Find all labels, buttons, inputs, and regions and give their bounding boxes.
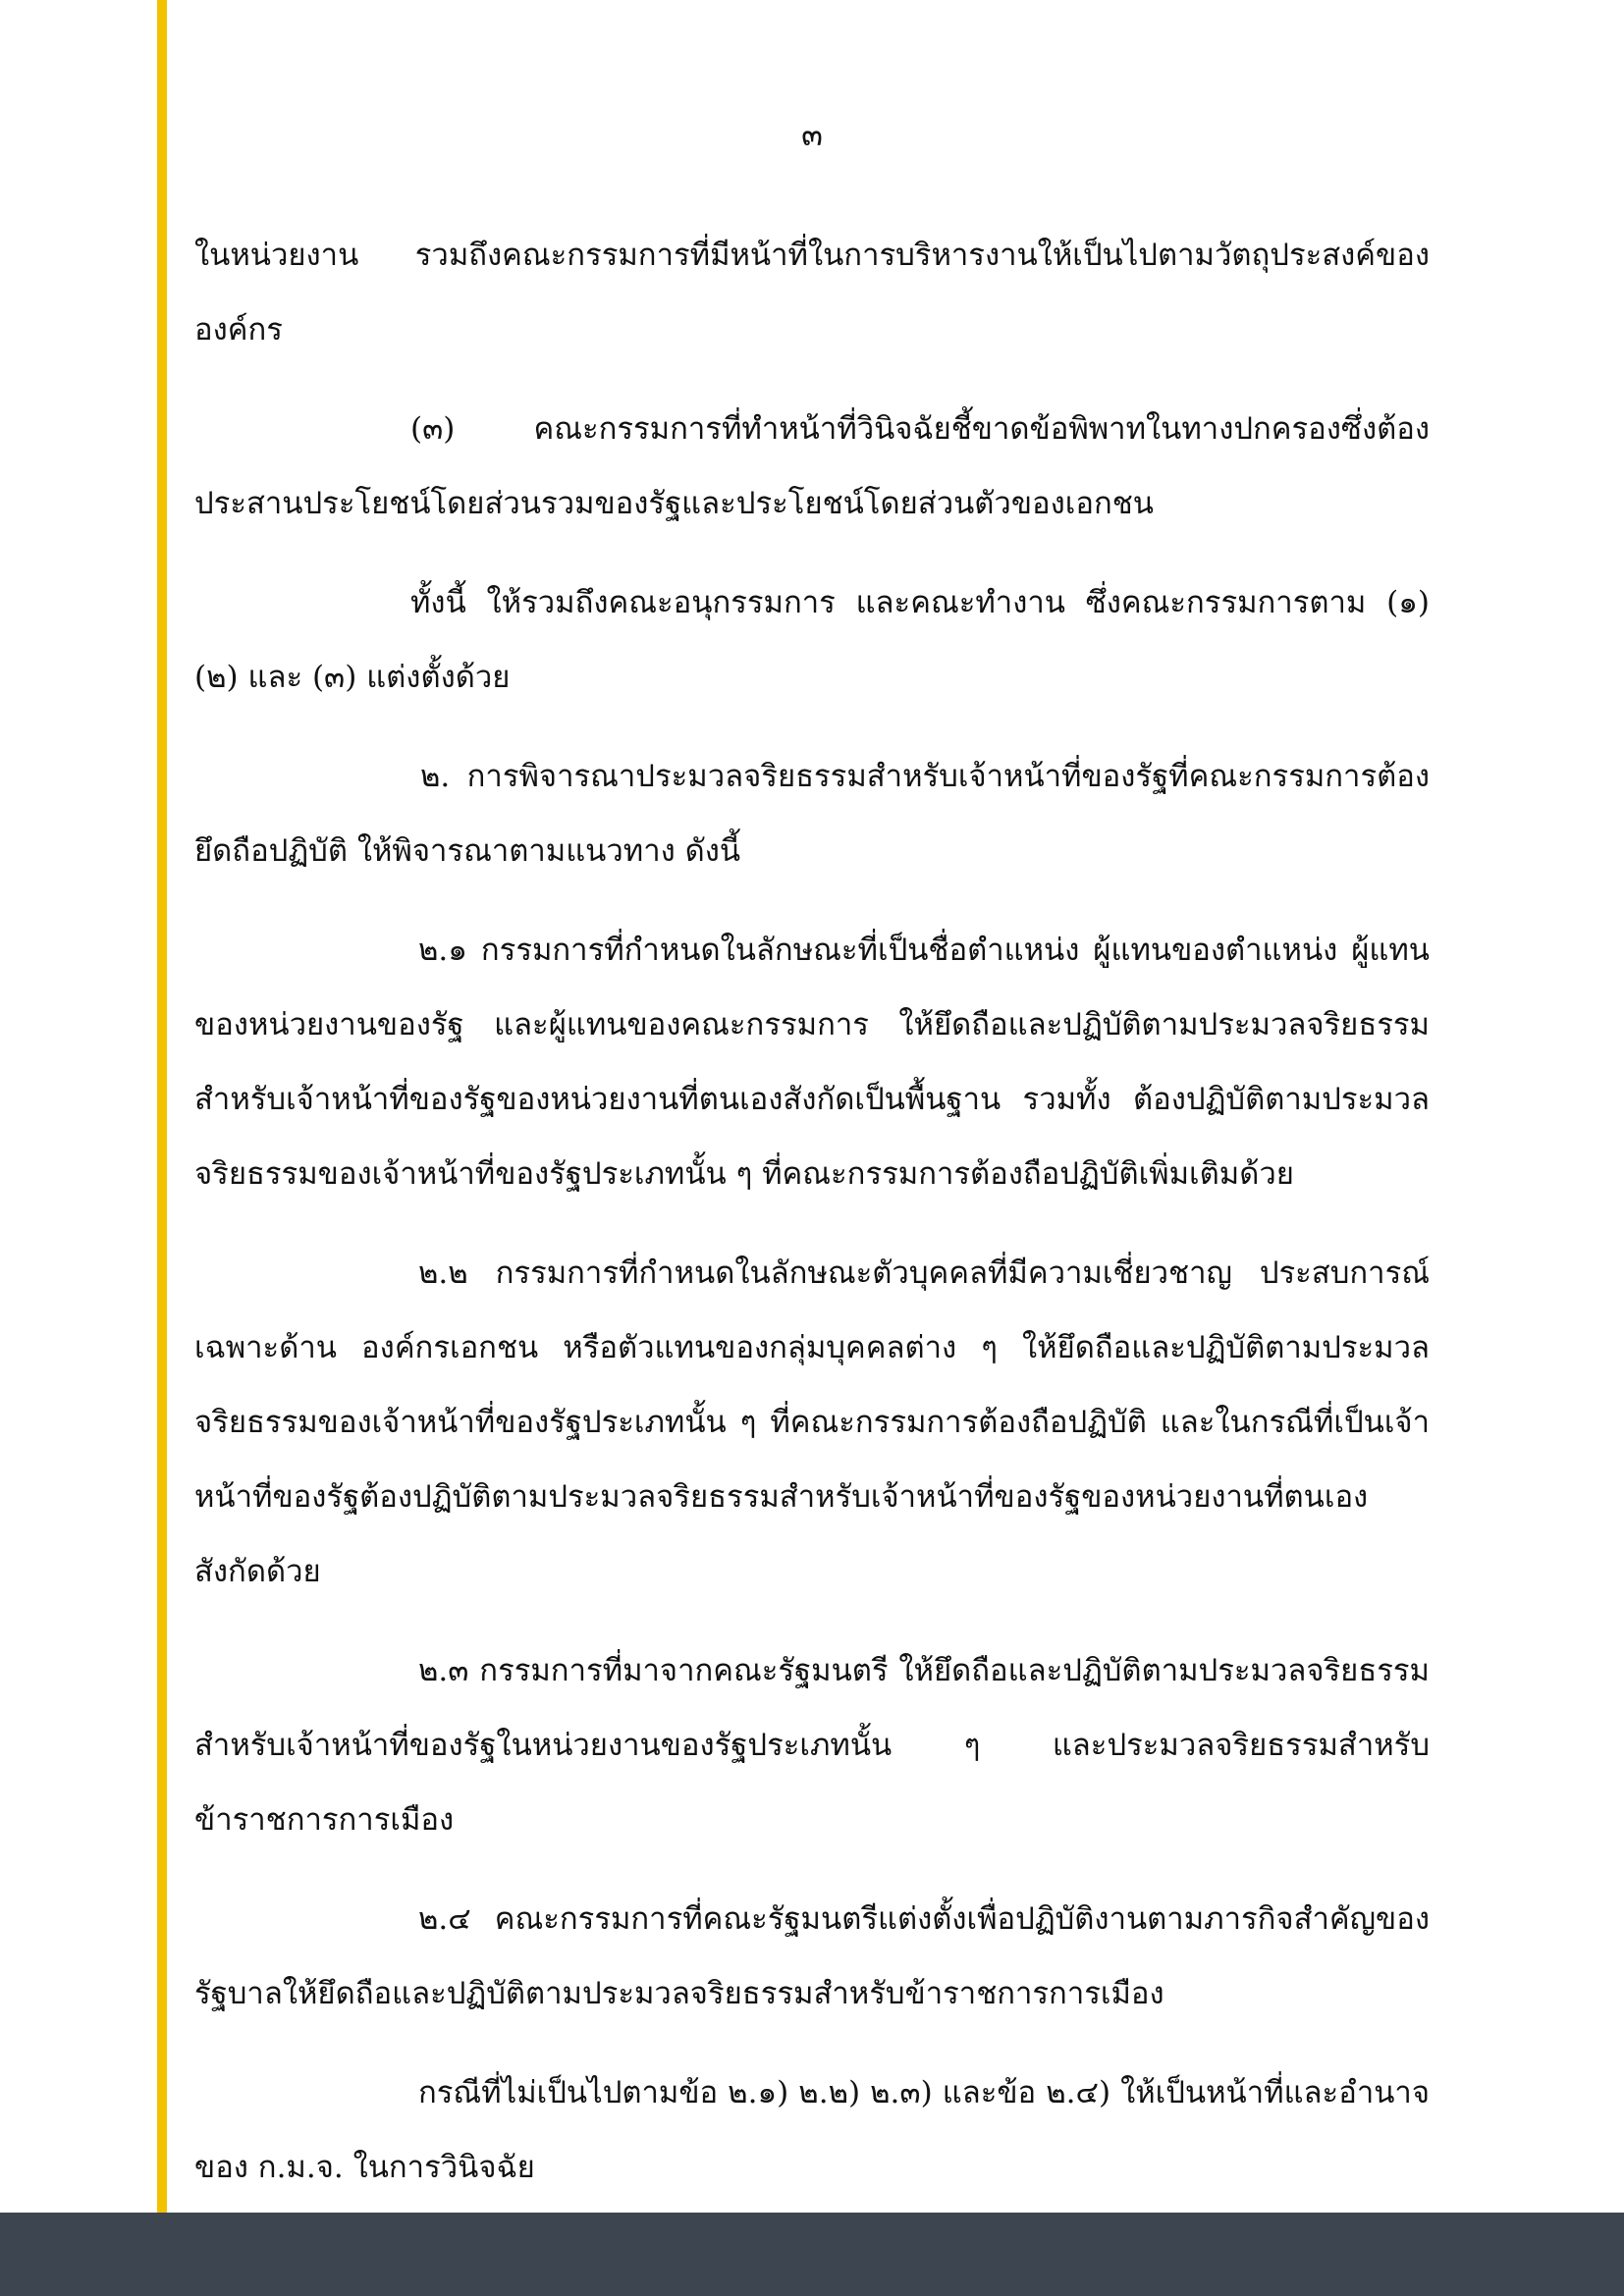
- paragraph-including-subcommittees: ทั้งนี้ ให้รวมถึงคณะอนุกรรมการ และคณะทำงาน ซึ่งคณะกรรมการตาม (๑) (๒) และ (๓) แต่งตั้งด้วย: [194, 585, 1430, 695]
- accent-bar: [157, 0, 167, 2213]
- paragraph-section-2-2: ๒.๒ กรรมการที่กำหนดในลักษณะตัวบุคคลที่มีความเชี่ยวชาญ ประสบการณ์เฉพาะด้าน องค์กรเอกชน หรือตัวแทนของกลุ่มบุคคลต่าง ๆ ให้ยึดถือและปฏิบัติตามประมวลจริยธรรมของเจ้าหน้าที่ของรัฐประเภทนั้น ๆ ที่คณะกรรมการต้องถือปฏิบัติ และในกรณีที่เป็นเจ้าหน้าที่ของรัฐต้องปฏิบัติตามประมวลจริยธรรมสำหรับเจ้าหน้าที่ของรัฐของหน่วยงานที่ตนเองสังกัดด้วย: [194, 1255, 1430, 1589]
- paragraph-section-2: ๒. การพิจารณาประมวลจริยธรรมสำหรับเจ้าหน้าที่ของรัฐที่คณะกรรมการต้องยึดถือปฏิบัติ ให้พิจารณาตามแนวทาง ดังนี้: [194, 759, 1430, 869]
- paragraph-section-2-3: ๒.๓ กรรมการที่มาจากคณะรัฐมนตรี ให้ยึดถือและปฏิบัติตามประมวลจริยธรรมสำหรับเจ้าหน้าที่ของรัฐในหน่วยงานของรัฐประเภทนั้น ๆ และประมวลจริยธรรมสำหรับข้าราชการการเมือง: [194, 1653, 1430, 1838]
- footer-band: [0, 2213, 1624, 2296]
- paragraph-otherwise-case: กรณีที่ไม่เป็นไปตามข้อ ๒.๑) ๒.๒) ๒.๓) และข้อ ๒.๔) ให้เป็นหน้าที่และอำนาจของ ก.ม.จ. ในการวินิจฉัย: [194, 2075, 1430, 2185]
- paragraph-section-2-1: ๒.๑ กรรมการที่กำหนดในลักษณะที่เป็นชื่อตำแหน่ง ผู้แทนของตำแหน่ง ผู้แทนของหน่วยงานของรัฐ และผู้แทนของคณะกรรมการ ให้ยึดถือและปฏิบัติตามประมวลจริยธรรมสำหรับเจ้าหน้าที่ของรัฐของหน่วยงานที่ตนเองสังกัดเป็นพื้นฐาน รวมทั้ง ต้องปฏิบัติตามประมวลจริยธรรมของเจ้าหน้าที่ของรัฐประเภทนั้น ๆ ที่คณะกรรมการต้องถือปฏิบัติเพิ่มเติมด้วย: [194, 933, 1430, 1192]
- document-body: [194, 218, 1430, 2229]
- page-number: ๓: [801, 116, 823, 153]
- paragraph-item-3: (๓) คณะกรรมการที่ทำหน้าที่วินิจฉัยชี้ขาดข้อพิพาทในทางปกครองซึ่งต้องประสานประโยชน์โดยส่วนรวมของรัฐและประโยชน์โดยส่วนตัวของเอกชน: [194, 411, 1430, 521]
- paragraph-section-2-4: ๒.๔ คณะกรรมการที่คณะรัฐมนตรีแต่งตั้งเพื่อปฏิบัติงานตามภารกิจสำคัญของรัฐบาลให้ยึดถือและปฏิบัติตามประมวลจริยธรรมสำหรับข้าราชการการเมือง: [194, 1901, 1430, 2011]
- paragraph-continuation: ในหน่วยงาน รวมถึงคณะกรรมการที่มีหน้าที่ในการบริหารงานให้เป็นไปตามวัตถุประสงค์ขององค์กร: [194, 238, 1430, 347]
